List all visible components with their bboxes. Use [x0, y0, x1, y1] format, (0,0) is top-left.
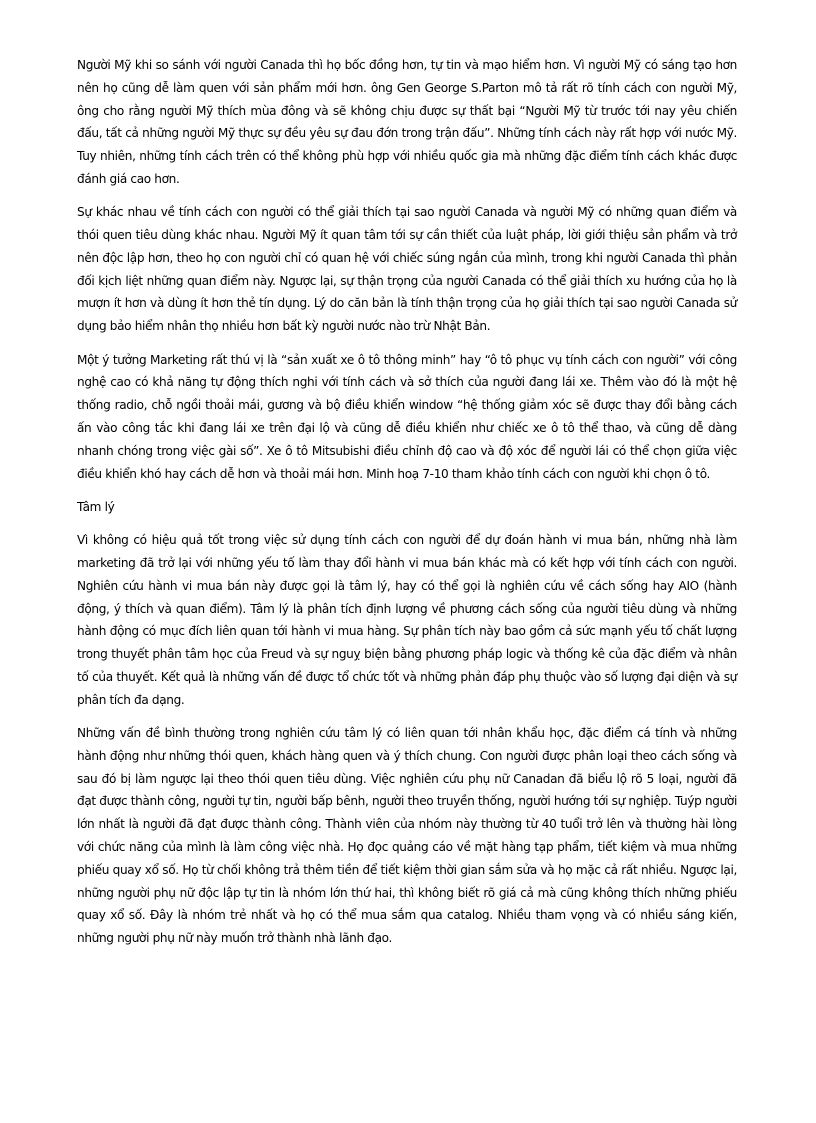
paragraph-americans-vs-canadians: Người Mỹ khi so sánh với người Canada thì họ bốc đồng hơn, tự tin và mạo hiểm hơn. Vì người Mỹ có sáng tạo hơn nên họ cũng dễ làm quen với sản phẩm mới hơn. ông Gen George S.Parton mô tả rất rõ tính cách con người Mỹ, ông cho rằng người Mỹ thích mùa đông và sẽ không chịu được sự thất bại “Người Mỹ từ trước tới nay yêu chiến đấu, tất cả những người Mỹ thực sự đều yêu sự đau đớn trong trận đấu”. Những tính cách này rất hợp với nước Mỹ. Tuy nhiên, những tính cách trên có thể không phù hợp với nhiều quốc gia mà những đặc điểm tính cách khác được đánh giá cao hơn.: [77, 58, 737, 186]
paragraph-psychographics-definition: Vì không có hiệu quả tốt trong việc sử dụng tính cách con người để dự đoán hành vi mua bán, những nhà làm marketing đã trở lại với những yếu tố làm thay đổi hành vi mua bán khác mà có kết hợp với tính cách con người. Nghiên cứu hành vi mua bán này được gọi là tâm lý, hay có thể gọi là nghiên cứu về cách sống hay AIO (hành động, ý thích và quan điểm). Tâm lý là phân tích định lượng về phương cách sống của người tiêu dùng và những hành động có mục đích liên quan tới hành vi mua hàng. Sự phân tích này bao gồm cả sức mạnh yếu tố chất lượng trong thuyết phân tâm học của Freud và sự nguỵ biện bằng phương pháp logic và thống kê của đặc điểm và nhân tố của thuyết. Kết quả là những vấn đề được tổ chức tốt và những phản đáp phụ thuộc vào số lượng đại diện và sự phân tích đa dạng.: [77, 533, 737, 707]
section-heading-psychographics: Tâm lý: [77, 499, 115, 514]
paragraph-psychographic-research: Những vấn đề bình thường trong nghiên cứu tâm lý có liên quan tới nhân khẩu học, đặc điểm cá tính và những hành động như những thói quen, khách hàng quen và ý thích chung. Con người được phân loại theo cách sống và sau đó bị làm ngược lại theo thói quen tiêu dùng. Việc nghiên cứu phụ nữ Canadan đã biểu lộ rõ 5 loại, người đã đạt được thành công, người tự tin, người bấp bênh, người theo truyền thống, người hướng tới sự nghiệp. Tuýp người lớn nhất là người đã đạt được thành công. Thành viên của nhóm này thường từ 40 tuổi trở lên và thường hài lòng với chức năng của mình là làm công việc nhà. Họ đọc quảng cáo về mặt hàng tạp phẩm, tiết kiệm và mua những phiếu quay xổ số. Họ từ chối không trả thêm tiền để tiết kiệm thời gian sắm sửa và họ mặc cả rất nhiều. Ngược lại, những người phụ nữ độc lập tự tin là nhóm lớn thứ hai, thì không biết rõ giá cả mà cũng không thích những phiếu quay xổ số. Đây là nhóm trẻ nhất và họ có thể mua sắm qua catalog. Nhiều tham vọng và có nhiều sáng kiến, những người phụ nữ này muốn trở thành nhà lãnh đạo.: [77, 726, 737, 946]
document-body: [77, 54, 737, 960]
paragraph-smart-car-idea: Một ý tưởng Marketing rất thú vị là “sản xuất xe ô tô thông minh” hay “ô tô phục vụ tính cách con người” với công nghệ cao có khả năng tự động thích nghi với tính cách và sở thích của người đang lái xe. Thêm vào đó là một hệ thống radio, chỗ ngồi thoải mái, gương và bộ điều khiển window “hệ thống giảm xóc sẽ được thay đổi bằng cách ấn vào công tắc khi đang lái xe trên đại lộ và cũng dễ điều khiển như chiếc xe ô tô thể thao, và cũng dễ dàng nhanh chóng trong việc gài số”. Xe ô tô Mitsubishi điều chỉnh độ cao và độ xóc để người lái có thể chọn giữa việc điều khiển khó hay cách dễ hơn và thoải mái hơn. Minh hoạ 7-10 tham khảo tính cách con người khi chọn ô tô.: [77, 352, 737, 481]
paragraph-personality-differences: Sự khác nhau về tính cách con người có thể giải thích tại sao người Canada và người Mỹ có những quan điểm và thói quen tiêu dùng khác nhau. Người Mỹ ít quan tâm tới sự cần thiết của luật pháp, lời giới thiệu sản phẩm và trở nên độc lập hơn, theo họ con người chỉ có quan hệ với chiếc súng ngắn của mình, trong khi người Canada thì phản đối kịch liệt những quan điểm này. Ngược lại, sự thận trọng của người Canada có thể giải thích xu hướng của họ là mượn ít hơn và dùng ít hơn thẻ tín dụng. Lý do căn bản là tính thận trọng của họ giải thích tại sao người Canada sử dụng bảo hiểm nhân thọ nhiều hơn bất kỳ người nước nào trừ Nhật Bản.: [77, 205, 737, 334]
